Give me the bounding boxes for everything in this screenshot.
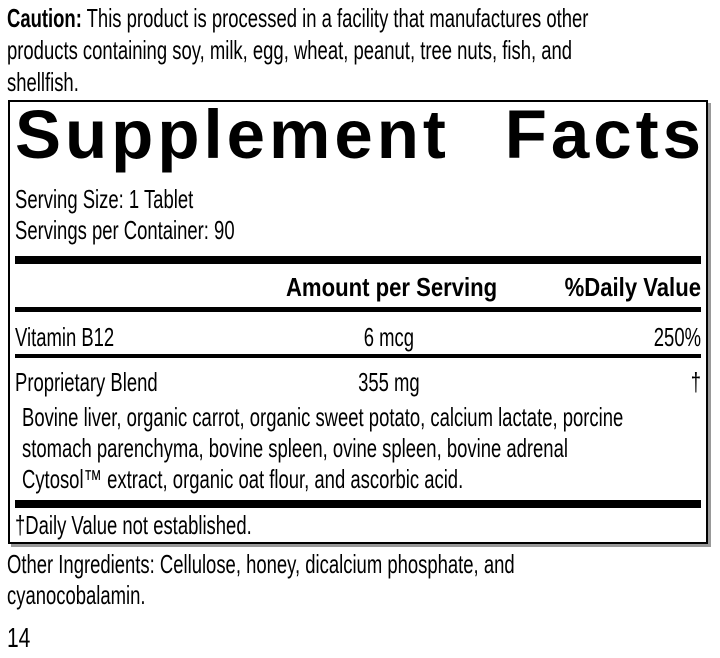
divider-thick-bottom bbox=[15, 500, 701, 508]
servings-per-container: Servings per Container: 90 bbox=[15, 215, 235, 245]
blend-ingredients-line-3: Cytosol™ extract, organic oat flour, and ascorbic acid. bbox=[22, 464, 464, 494]
blend-daily-value-dagger: † bbox=[690, 367, 702, 397]
divider-thick-top bbox=[15, 256, 701, 264]
caution-paragraph bbox=[7, 2, 720, 98]
caution-line-3: shellfish. bbox=[7, 67, 79, 97]
other-ingredients-line-2: cyanocobalamin. bbox=[7, 580, 146, 610]
blend-name: Proprietary Blend bbox=[15, 367, 158, 397]
caution-line-2: products containing soy, milk, egg, wheat, peanut, tree nuts, fish, and bbox=[7, 35, 573, 65]
supplement-facts-panel bbox=[8, 96, 708, 544]
page-number: 14 bbox=[7, 622, 31, 653]
nutrient-daily-value: 250% bbox=[653, 322, 702, 352]
nutrient-row-proprietary-blend bbox=[15, 358, 701, 397]
nutrient-row-vitamin-b12 bbox=[15, 312, 701, 354]
title-word-facts: Facts bbox=[504, 96, 705, 173]
column-header-spacer bbox=[15, 274, 286, 300]
other-ingredients-line-1: Other Ingredients: Cellulose, honey, dicalcium phosphate, and bbox=[7, 549, 515, 579]
caution-label: Caution: bbox=[7, 3, 82, 33]
serving-size: Serving Size: 1 Tablet bbox=[15, 184, 194, 214]
blend-ingredients-line-2: stomach parenchyma, bovine spleen, ovine spleen, bovine adrenal bbox=[22, 433, 568, 463]
supplement-facts-title bbox=[15, 96, 705, 173]
nutrient-name: Vitamin B12 bbox=[15, 322, 115, 352]
caution-line-1 bbox=[7, 2, 720, 34]
column-header-amount: Amount per Serving bbox=[285, 272, 498, 302]
other-ingredients bbox=[7, 549, 720, 611]
blend-ingredients-line-1: Bovine liver, organic carrot, organic sweet potato, calcium lactate, porcine bbox=[22, 402, 624, 432]
column-header-daily-value: %Daily Value bbox=[564, 272, 701, 302]
column-header-row bbox=[15, 264, 701, 307]
blend-ingredients bbox=[22, 402, 708, 495]
nutrient-amount: 6 mcg bbox=[363, 322, 415, 352]
blend-amount: 355 mg bbox=[358, 367, 420, 397]
caution-line-1-text: This product is processed in a facility that manufactures other bbox=[86, 3, 589, 33]
daily-value-footnote: †Daily Value not established. bbox=[15, 510, 252, 540]
title-word-supplement: Supplement bbox=[15, 96, 450, 173]
